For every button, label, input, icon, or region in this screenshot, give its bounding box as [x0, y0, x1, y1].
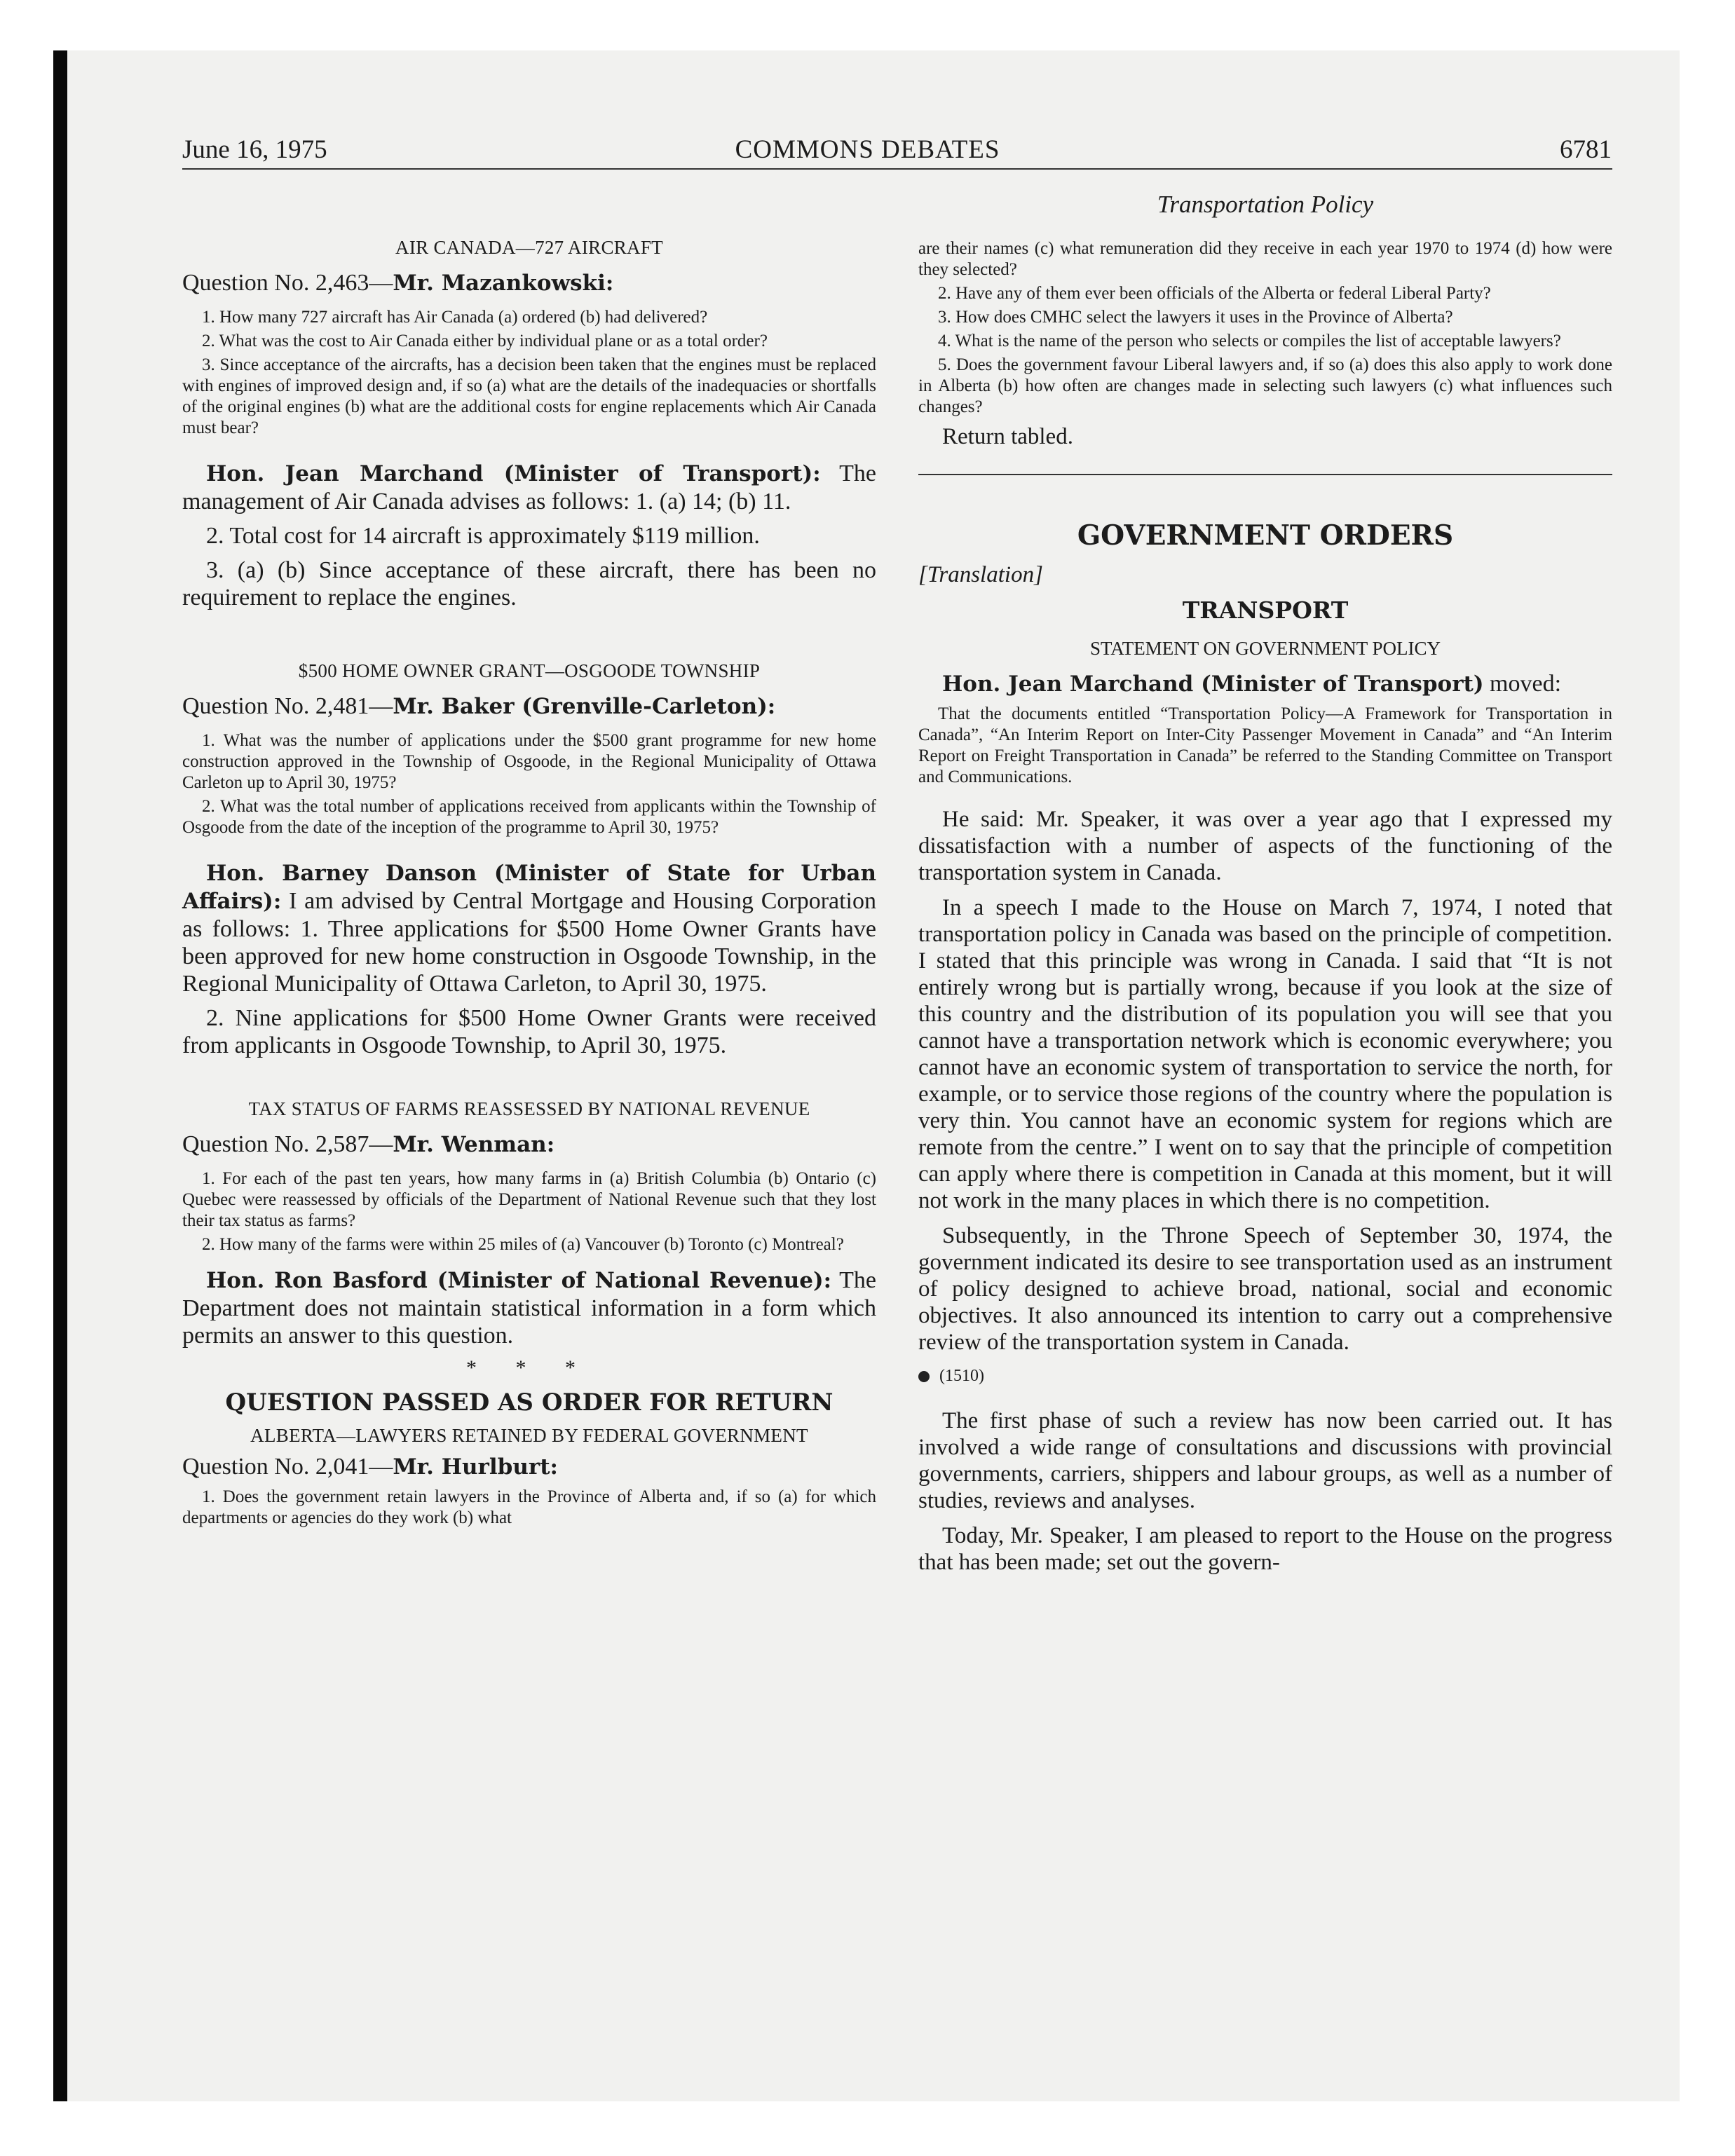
return-tabled: Return tabled.: [942, 424, 1073, 449]
statement-heading: STATEMENT ON GOVERNMENT POLICY: [1089, 638, 1441, 659]
answer-paragraph: 2. Nine applications for $500 Home Owner Grants were received from applicants in Osgoode Township, to April 30, 1975.: [182, 1005, 876, 1058]
question-item: 2. What was the total number of applications received from applicants within the Township of Osgoode from the date of the inception of the programme to April 30, 1975?: [182, 797, 876, 837]
question-heading: $500 HOME OWNER GRANT—OSGOODE TOWNSHIP: [298, 660, 761, 681]
order-for-return-heading: QUESTION PASSED AS ORDER FOR RETURN: [225, 1389, 834, 1417]
answer-paragraph: Hon. Barney Danson (Minister of State for Urban Affairs): I am advised by Central Mortgage and Housing Corporation as follows: 1. Three applications for $500 Home Owner Grants have been approved for new home construction in Osgoode Township, in the Regional Municipality of Ottawa Carleton, to April 30, 1975.: [182, 861, 876, 997]
speech-paragraph: Subsequently, in the Throne Speech of September 30, 1974, the government indicated its desire to see transportation used as an instrument of policy designed to achieve broad, national, social and economic objectives. It also announced its intention to carry out a comprehensive review of the transportation system in Canada.: [918, 1223, 1612, 1355]
speaker-name: Hon. Jean Marchand (Minister of Transport):: [206, 461, 821, 486]
question-item: 5. Does the government favour Liberal lawyers and, if so (a) does this also apply to work done in Alberta (b) how often are changes made in selecting such lawyers (c) what influences such changes?: [918, 355, 1612, 416]
question-2041: [182, 1424, 876, 1529]
section-rule: [918, 474, 1612, 475]
question-heading: ALBERTA—LAWYERS RETAINED BY FEDERAL GOVERNMENT: [250, 1425, 808, 1446]
header-date: June 16, 1975: [182, 135, 327, 164]
member-name: Mr. Baker (Grenville-Carleton):: [393, 694, 776, 719]
member-name: Mr. Mazankowski:: [393, 271, 614, 296]
speaker-name: Hon. Barney Danson (Minister of State for Urban Affairs):: [182, 861, 876, 914]
question-2463: [182, 236, 876, 611]
government-orders-heading: GOVERNMENT ORDERS: [1077, 519, 1454, 552]
header-rule: [182, 168, 1612, 170]
question-item: 1. How many 727 aircraft has Air Canada (a) ordered (b) had delivered?: [202, 308, 708, 327]
member-name: Mr. Wenman:: [393, 1132, 555, 1157]
member-name: Mr. Hurlburt:: [393, 1454, 558, 1480]
speech-paragraph: He said: Mr. Speaker, it was over a year ago that I expressed my dissatisfaction with a number of aspects of the functioning of the transportation system in Canada.: [918, 807, 1612, 885]
speech-paragraph: The first phase of such a review has now been carried out. It has involved a wide range of consultations and discussions with provincial governments, carriers, shippers and labour groups, as well as a number of studies, reviews and analyses.: [918, 1408, 1612, 1513]
answer-paragraph: Hon. Ron Basford (Minister of National Revenue): The Department does not maintain statistical information in a form which permits an answer to this question.: [182, 1267, 877, 1349]
speech-paragraph: Today, Mr. Speaker, I am pleased to report to the House on the progress that has been made; set out the govern-: [918, 1523, 1612, 1575]
question-heading: AIR CANADA—727 AIRCRAFT: [395, 237, 663, 258]
question-item: 3. Since acceptance of the aircrafts, has a decision been taken that the engines must be replaced with engines of improved design and, if so (a) what are the details of the inadequacies or shortfalls of the original engines (b) what are the additional costs for engine replacements which Air Canada must bear?: [182, 355, 876, 437]
question-item: 2. What was the cost to Air Canada either by individual plane or as a total order?: [202, 332, 768, 350]
motion-text: That the documents entitled “Transportation Policy—A Framework for Transportation in Canada”, “An Interim Report on Inter-City Passenger Movement in Canada” and “An Interim Report on Freight Transportation in Canada” be referred to the Standing Committee on Transport and Communications.: [918, 704, 1612, 786]
question-item: 1. What was the number of applications under the $500 grant programme for new home construction approved in the Township of Osgoode, in the Regional Municipality of Ottawa Carleton up to April 30, 1975?: [182, 731, 876, 792]
page-number: 6781: [1560, 135, 1612, 164]
question-item: 1. For each of the past ten years, how many farms in (a) British Columbia (b) Ontario (c) Quebec were reassessed by officials of the Department of National Revenue such that they lost their tax status as farms?: [182, 1169, 876, 1230]
speaker-name: Hon. Jean Marchand (Minister of Transport): [942, 671, 1484, 697]
header-title: COMMONS DEBATES: [735, 135, 1000, 164]
question-heading: TAX STATUS OF FARMS REASSESSED BY NATIONAL REVENUE: [248, 1098, 810, 1119]
time-marker: (1510): [918, 1365, 1612, 1386]
question-item: 1. Does the government retain lawyers in the Province of Alberta and, if so (a) for which departments or agencies do they work (b) what: [182, 1487, 876, 1527]
question-item: 3. How does CMHC select the lawyers it uses in the Province of Alberta?: [938, 308, 1453, 327]
question-item: 4. What is the name of the person who selects or compiles the list of acceptable lawyers?: [938, 332, 1561, 350]
bullet-icon: [918, 1371, 930, 1382]
question-2481: [182, 659, 876, 1059]
question-number: Question No. 2,041—Mr. Hurlburt:: [182, 1454, 558, 1480]
right-column: [918, 189, 1612, 1584]
question-number: Question No. 2,587—Mr. Wenman:: [182, 1131, 555, 1157]
answer-paragraph: 2. Total cost for 14 aircraft is approximately $119 million.: [206, 523, 760, 549]
speaker-name: Hon. Ron Basford (Minister of National Revenue):: [206, 1268, 832, 1293]
answer-paragraph: Hon. Jean Marchand (Minister of Transport): The management of Air Canada advises as follows: 1. (a) 14; (b) 11.: [182, 460, 876, 514]
question-item: are their names (c) what remuneration did they receive in each year 1970 to 1974 (d) how were they selected?: [918, 239, 1612, 279]
answer-paragraph: 3. (a) (b) Since acceptance of these aircraft, there has been no requirement to replace the engines.: [182, 557, 876, 610]
binding-edge: [53, 50, 67, 2101]
question-number: Question No. 2,481—Mr. Baker (Grenville-Carleton):: [182, 693, 776, 719]
question-2587: [182, 1097, 876, 1349]
motion-mover: Hon. Jean Marchand (Minister of Transport) moved:: [942, 671, 1562, 697]
question-2041-continued: [918, 238, 1612, 450]
question-item: 2. Have any of them ever been officials of the Alberta or federal Liberal Party?: [938, 284, 1491, 303]
speech-paragraph: In a speech I made to the House on March 7, 1974, I noted that transportation policy in Canada was based on the principle of competition. I stated that this principle was wrong in Canada. I said that “It is not entirely wrong but is partially wrong, because if you look at the size of this country and the distribution of its population you will see that you cannot have a transportation network which is economic everywhere; you cannot have an economic system of transportation to service the north, for example, or to service those regions of the country where the population is very thin. You cannot have an economic system for regions which are remote from the centre.” I went on to say that the principle of competition can apply where there is competition in Canada at this moment, but it will not work in the many places in which there is no competition.: [918, 895, 1612, 1213]
running-head: Transportation Policy: [1157, 191, 1374, 218]
translation-note: [Translation]: [918, 562, 1043, 587]
question-item: 2. How many of the farms were within 25 miles of (a) Vancouver (b) Toronto (c) Montreal?: [202, 1235, 844, 1254]
left-column: [182, 189, 876, 1531]
transport-heading: TRANSPORT: [1182, 596, 1349, 624]
section-separator-stars: * * *: [466, 1356, 592, 1379]
question-number: Question No. 2,463—Mr. Mazankowski:: [182, 270, 614, 296]
